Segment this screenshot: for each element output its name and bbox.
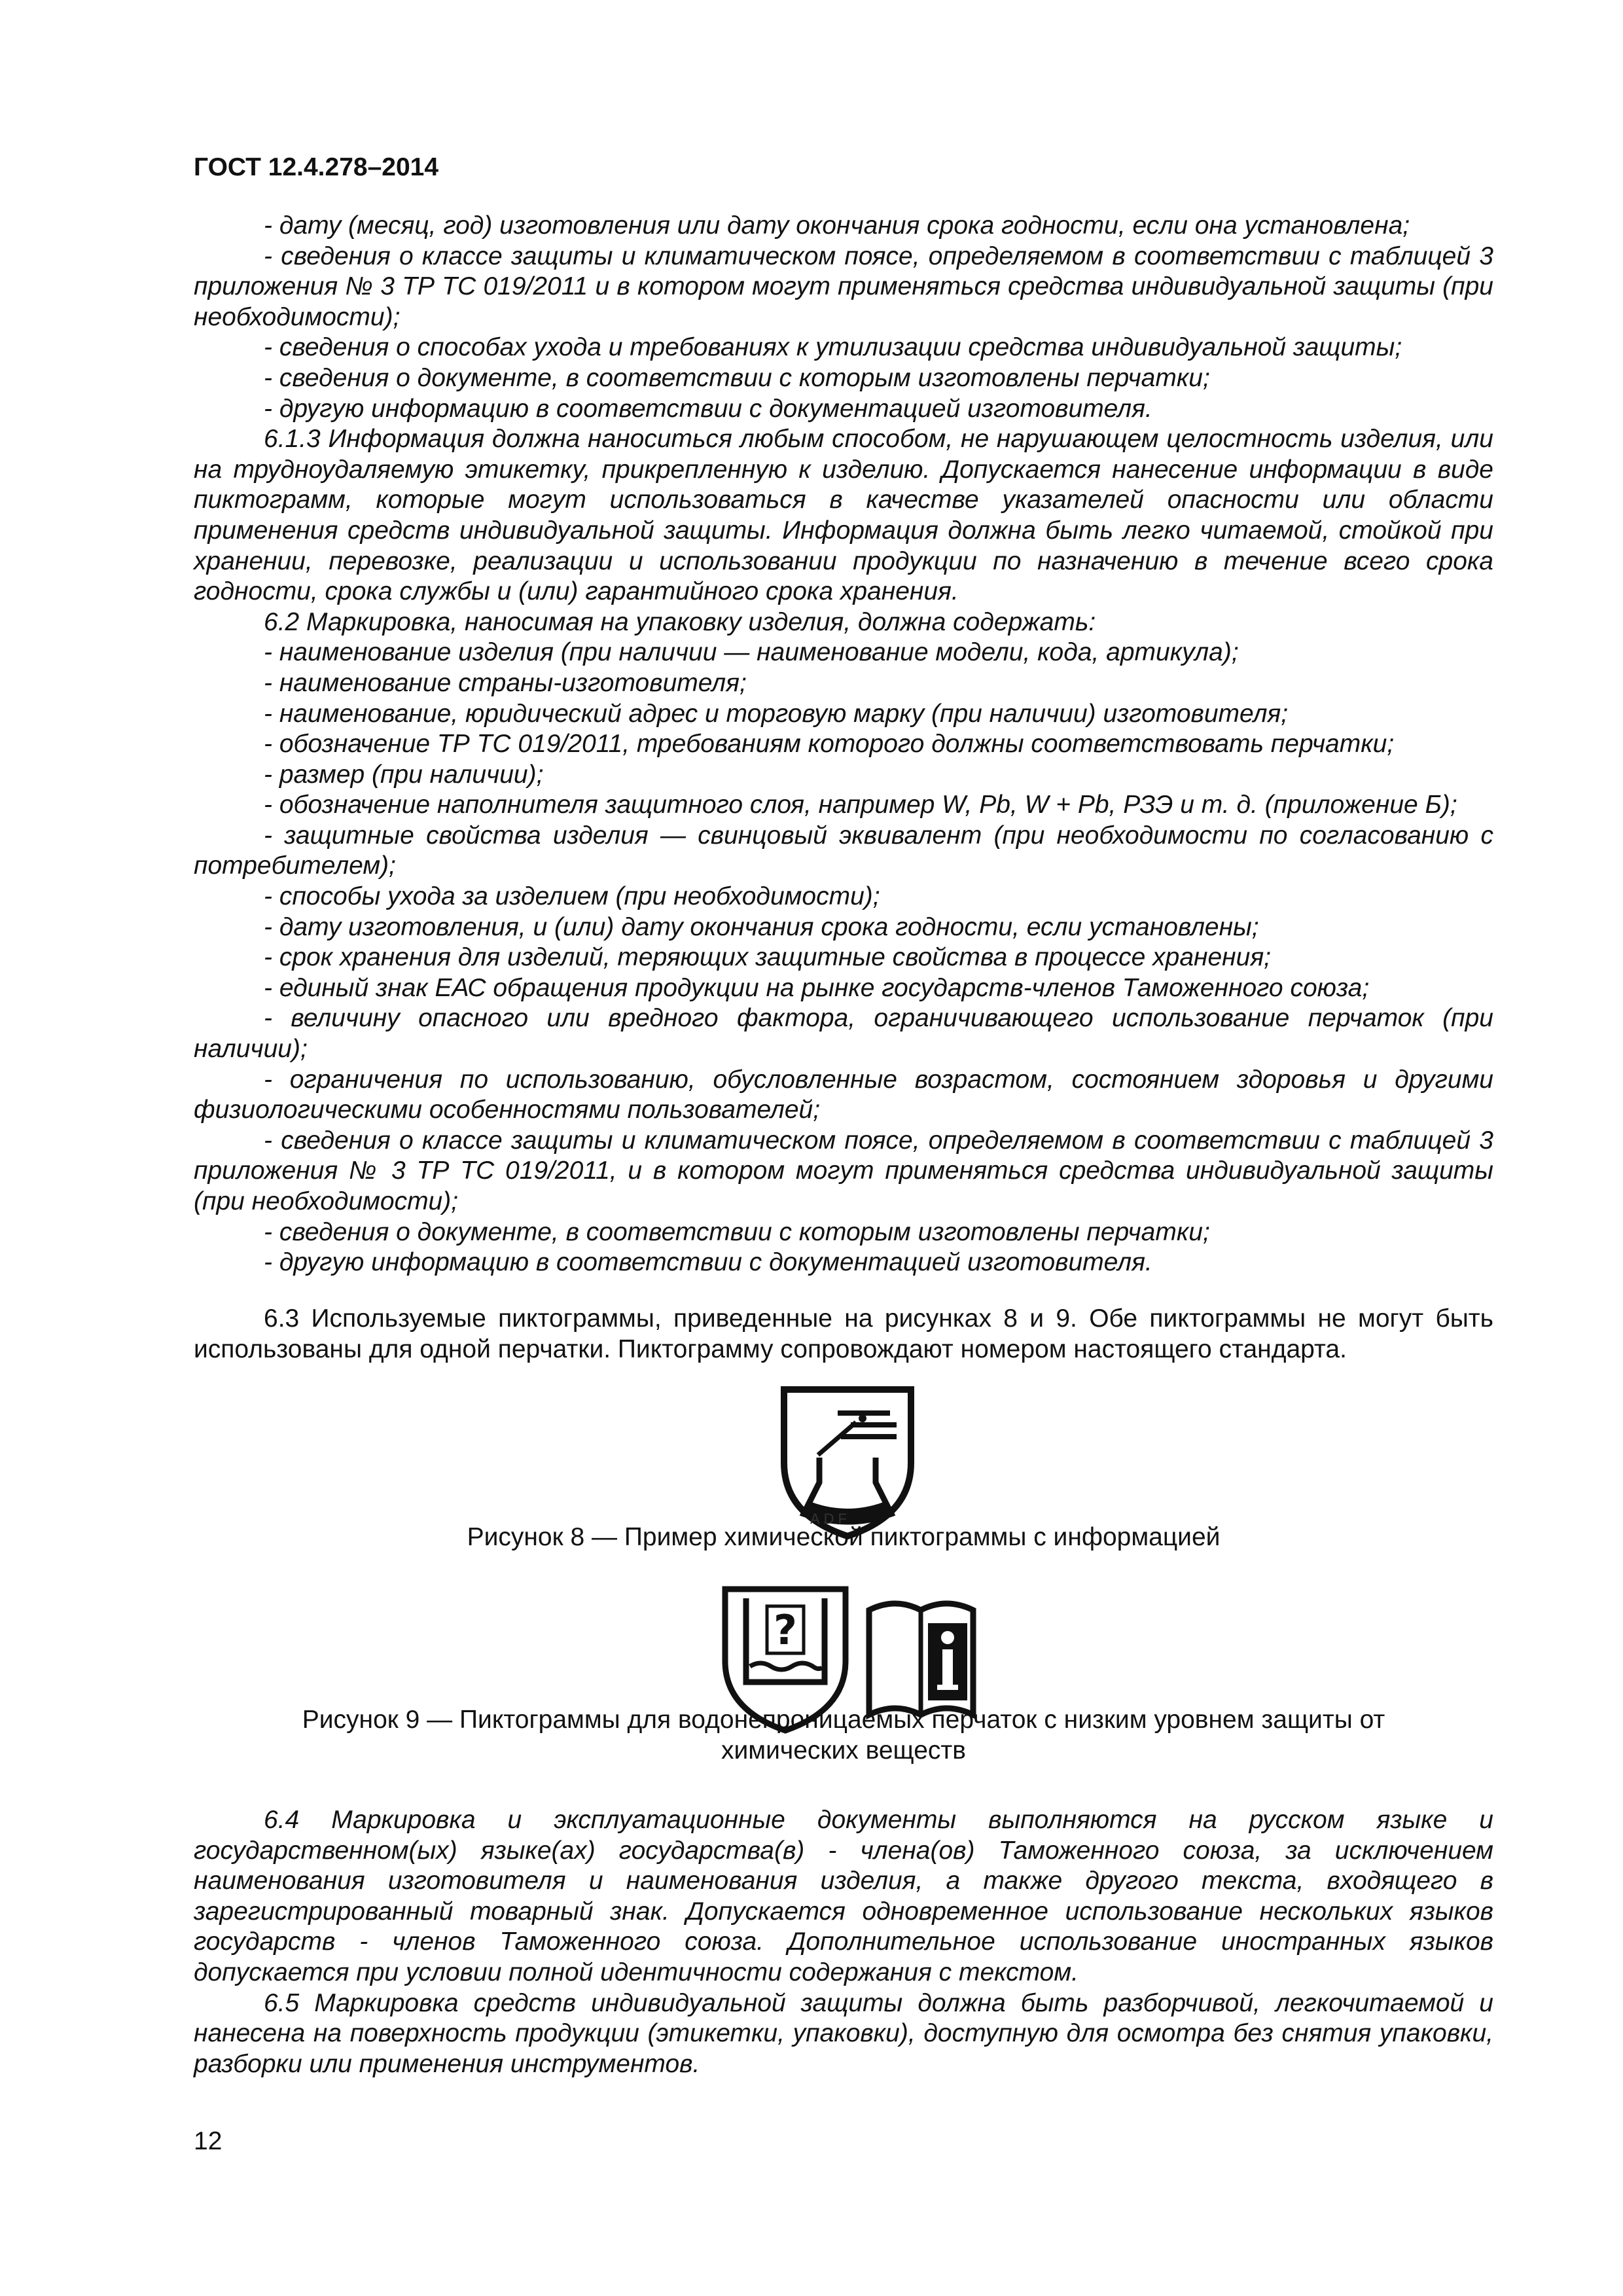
figure9-caption (194, 1705, 1493, 1766)
list-item: - обозначение ТР ТС 019/2011, требованиям которого должны соответствовать перчатки; (264, 730, 1395, 759)
clause-6-3-block (194, 1304, 1493, 1365)
list-item: - сведения о классе защиты и климатическом поясе, определяемом в соответствии с таблицей 3 приложения № 3 ТР ТС 019/2011 и в котором могут применяться средства индивидуальной защиты (при необходимости); (194, 242, 1493, 331)
svg-text:?: ? (774, 1606, 797, 1654)
list-item: - наименование, юридический адрес и торговую марку (при наличии) изготовителя; (264, 699, 1289, 728)
figure9-caption-line1: Рисунок 9 — Пиктограммы для водонепроницаемых перчаток с низким уровнем защиты от (302, 1706, 1385, 1734)
list-item: - способы ухода за изделием (при необходимости); (264, 882, 880, 911)
list-item: - обозначение наполнителя защитного слоя, например W, Pb, W + Pb, РЗЭ и т. д. (приложение Б); (264, 791, 1457, 819)
list-item: - другую информацию в соответствии с документацией изготовителя. (264, 394, 1152, 423)
clause-6-1-3: 6.1.3 Информация должна наноситься любым способом, не нарушающем целостность изделия, или на трудноудаляемую этикетку, прикрепленную к изделию. Допускается нанесение информации в виде пиктограмм, которые могут использоваться в качестве указателей опасности или области применения средств индивидуальной защиты. Информация должна быть легко читаемой, стойкой при хранении, перевозке, реализации и использовании продукции по назначению в течение всего срока годности, срока службы и (или) гарантийного срока хранения. (194, 425, 1493, 606)
list-item: - сведения о документе, в соответствии с которым изготовлены перчатки; (264, 363, 1210, 392)
clause-6-5: 6.5 Маркировка средств индивидуальной защиты должна быть разборчивой, легкочитаемой и нанесена на поверхность продукции (этикетки, упаковки), доступную для осмотра без снятия упаковки, разборки или применения инструментов. (194, 1988, 1493, 2078)
marking-requirements-block (194, 211, 1493, 1278)
list-item: - наименование изделия (при наличии — наименование модели, кода, артикула); (264, 638, 1239, 667)
list-item: - сведения о классе защиты и климатическом поясе, определяемом в соответствии с таблицей 3 приложения № 3 ТР ТС 019/2011, и в котором могут применяться средства индивидуальной защиты (при необходимости); (194, 1126, 1493, 1215)
clauses-6-4-6-5-block (194, 1805, 1493, 2079)
list-item: - наименование страны-изготовителя; (264, 668, 747, 697)
figure9-caption-line2: химических веществ (721, 1736, 966, 1765)
list-item: - сведения о документе, в соответствии с которым изготовлены перчатки; (264, 1217, 1210, 1246)
list-item: - единый знак ЕАС обращения продукции на рынке государств-членов Таможенного союза; (264, 973, 1370, 1002)
list-item: - сведения о способах ухода и требованиях к утилизации средства индивидуальной защиты; (264, 333, 1402, 362)
list-item: - ограничения по использованию, обусловленные возрастом, состоянием здоровья и другими физиологическими особенностями пользователей; (194, 1065, 1493, 1124)
clause-6-4: 6.4 Маркировка и эксплуатационные документы выполняются на русском языке и государственном(ых) языке(ах) государства(в) - члена(ов) Таможенного союза, за исключением наименования изготовителя и наименования изделия, а также другого текста, входящего в зарегистрированный товарный знак. Допускается одновременное использование нескольких языков государств - членов Таможенного союза. Дополнительное использование иностранных языков допускается при условии полной идентичности содержания с текстом. (194, 1806, 1493, 1986)
clause-6-2: 6.2 Маркировка, наносимая на упаковку изделия, должна содержать: (264, 607, 1096, 636)
list-item: - другую информацию в соответствии с документацией изготовителя. (264, 1248, 1152, 1277)
list-item: - дату изготовления, и (или) дату окончания срока годности, если установлены; (264, 912, 1259, 941)
list-item: - величину опасного или вредного фактора, ограничивающего использование перчаток (при наличии); (194, 1004, 1493, 1064)
document-code: ГОСТ 12.4.278–2014 (194, 153, 439, 181)
list-item: - защитные свойства изделия — свинцовый эквивалент (при необходимости по согласованию с потребителем); (194, 821, 1493, 880)
figure8-caption: Рисунок 8 — Пример химической пиктограммы с информацией (467, 1523, 1221, 1551)
list-item: - срок хранения для изделий, теряющих защитные свойства в процессе хранения; (264, 943, 1271, 972)
list-item: - размер (при наличии); (264, 760, 544, 789)
figure8-label: ADF (810, 1511, 851, 1527)
page-number: 12 (194, 2127, 223, 2155)
clause-6-3: 6.3 Используемые пиктограммы, приведенные на рисунках 8 и 9. Обе пиктограммы не могут быть использованы для одной перчатки. Пиктограмму сопровождают номером настоящего стандарта. (194, 1304, 1493, 1363)
list-item: - дату (месяц, год) изготовления или дату окончания срока годности, если она установлена; (264, 211, 1410, 240)
